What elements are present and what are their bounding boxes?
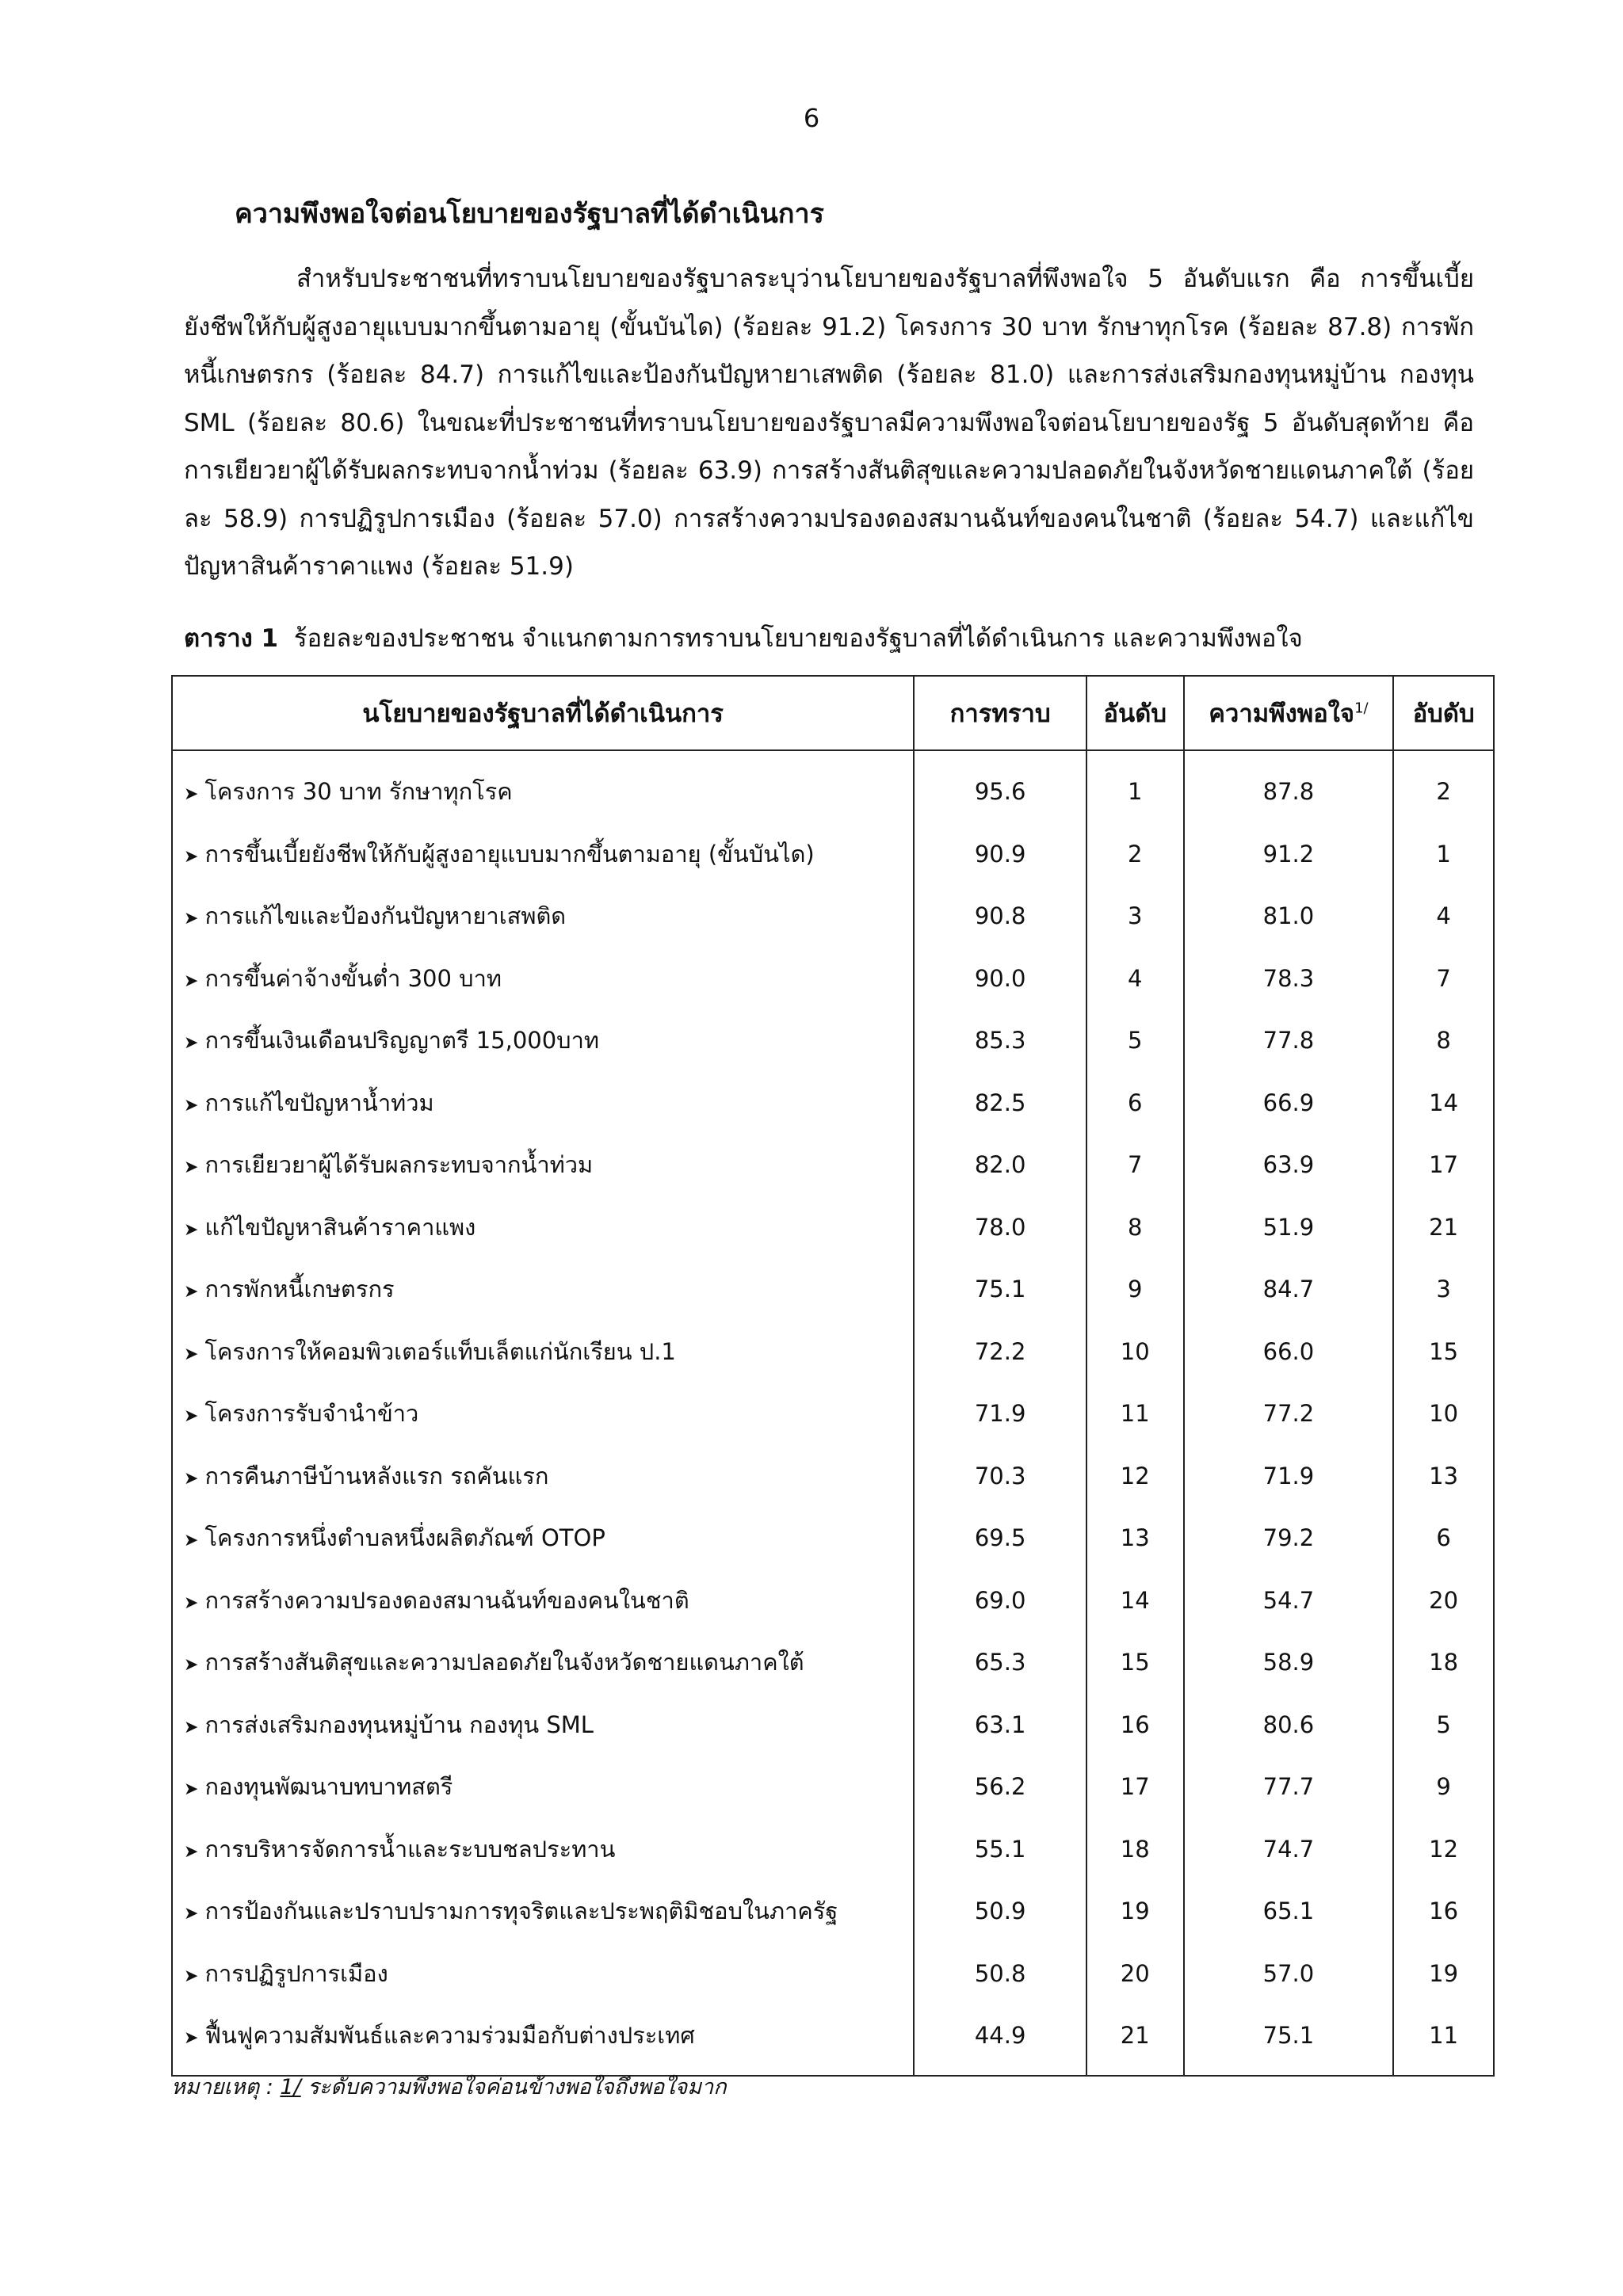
cell-policy xyxy=(172,1072,914,1135)
cell-policy xyxy=(172,1321,914,1383)
table-row xyxy=(172,1258,1494,1321)
cell-awareness: 69.5 xyxy=(914,1507,1086,1569)
footnote-text: ระดับความพึงพอใจค่อนข้างพอใจถึงพอใจมาก xyxy=(300,2075,727,2100)
cell-awareness: 75.1 xyxy=(914,1258,1086,1321)
cell-awareness: 63.1 xyxy=(914,1694,1086,1756)
cell-awareness: 82.0 xyxy=(914,1134,1086,1196)
cell-policy xyxy=(172,823,914,886)
table-row xyxy=(172,2004,1494,2076)
arrow-bullet-icon: ➤ xyxy=(184,1468,199,1489)
arrow-bullet-icon: ➤ xyxy=(184,971,199,991)
table-row xyxy=(172,885,1494,948)
cell-awareness: 95.6 xyxy=(914,750,1086,823)
cell-rank-awareness: 12 xyxy=(1086,1445,1184,1508)
table-caption-label: ตาราง 1 xyxy=(184,624,279,653)
arrow-bullet-icon: ➤ xyxy=(184,1033,199,1054)
policy-name: แก้ไขปัญหาสินค้าราคาแพง xyxy=(204,1213,476,1241)
arrow-bullet-icon: ➤ xyxy=(184,1158,199,1178)
cell-policy xyxy=(172,885,914,948)
cell-policy xyxy=(172,750,914,823)
header-satisfaction-label: ความพึงพอใจ xyxy=(1209,700,1355,728)
policy-name: การแก้ไขและป้องกันปัญหายาเสพติด xyxy=(204,902,567,930)
arrow-bullet-icon: ➤ xyxy=(184,1841,199,1862)
cell-awareness: 90.9 xyxy=(914,823,1086,886)
cell-rank-satisfaction: 10 xyxy=(1393,1383,1494,1445)
cell-satisfaction: 75.1 xyxy=(1184,2004,1394,2076)
policy-name: โครงการให้คอมพิวเตอร์แท็บเล็ตแก่นักเรียน ป.1 xyxy=(204,1337,676,1365)
cell-rank-satisfaction: 8 xyxy=(1393,1009,1494,1072)
cell-rank-satisfaction: 16 xyxy=(1393,1880,1494,1943)
header-satisfaction xyxy=(1184,676,1394,750)
cell-policy xyxy=(172,1569,914,1632)
table-row xyxy=(172,1196,1494,1259)
cell-rank-awareness: 18 xyxy=(1086,1818,1184,1881)
cell-awareness: 55.1 xyxy=(914,1818,1086,1881)
header-policy: นโยบายของรัฐบาลที่ได้ดำเนินการ xyxy=(172,676,914,750)
body-paragraph xyxy=(184,255,1474,591)
table-row xyxy=(172,1072,1494,1135)
cell-satisfaction: 65.1 xyxy=(1184,1880,1394,1943)
cell-rank-satisfaction: 19 xyxy=(1393,1943,1494,2005)
cell-rank-awareness: 7 xyxy=(1086,1134,1184,1196)
policy-name: การพักหนี้เกษตรกร xyxy=(204,1276,395,1303)
cell-rank-awareness: 9 xyxy=(1086,1258,1184,1321)
arrow-bullet-icon: ➤ xyxy=(184,1531,199,1551)
cell-rank-satisfaction: 7 xyxy=(1393,948,1494,1010)
cell-satisfaction: 78.3 xyxy=(1184,948,1394,1010)
cell-satisfaction: 81.0 xyxy=(1184,885,1394,948)
table-body xyxy=(172,750,1494,2076)
arrow-bullet-icon: ➤ xyxy=(184,1219,199,1240)
cell-awareness: 56.2 xyxy=(914,1756,1086,1818)
cell-satisfaction: 74.7 xyxy=(1184,1818,1394,1881)
cell-rank-satisfaction: 21 xyxy=(1393,1196,1494,1259)
cell-rank-awareness: 10 xyxy=(1086,1321,1184,1383)
cell-policy xyxy=(172,1943,914,2005)
cell-policy xyxy=(172,1756,914,1818)
cell-rank-awareness: 21 xyxy=(1086,2004,1184,2076)
arrow-bullet-icon: ➤ xyxy=(184,1282,199,1302)
cell-rank-awareness: 15 xyxy=(1086,1631,1184,1694)
cell-satisfaction: 77.2 xyxy=(1184,1383,1394,1445)
policy-name: กองทุนพัฒนาบทบาทสตรี xyxy=(204,1773,453,1801)
table-row xyxy=(172,823,1494,886)
cell-satisfaction: 54.7 xyxy=(1184,1569,1394,1632)
cell-satisfaction: 80.6 xyxy=(1184,1694,1394,1756)
header-satisfaction-footnote-marker: 1/ xyxy=(1354,700,1369,717)
cell-awareness: 82.5 xyxy=(914,1072,1086,1135)
arrow-bullet-icon: ➤ xyxy=(184,784,199,805)
cell-rank-satisfaction: 20 xyxy=(1393,1569,1494,1632)
table-row xyxy=(172,1943,1494,2005)
policy-name: การขึ้นเบี้ยยังชีพให้กับผู้สูงอายุแบบมากขึ้นตามอายุ (ขั้นบันได) xyxy=(204,840,815,868)
cell-rank-satisfaction: 11 xyxy=(1393,2004,1494,2076)
cell-rank-awareness: 11 xyxy=(1086,1383,1184,1445)
table-caption-text: ร้อยละของประชาชน จำแนกตามการทราบนโยบายของรัฐบาลที่ได้ดำเนินการ และความพึงพอใจ xyxy=(293,624,1303,653)
section-heading: ความพึงพอใจต่อนโยบายของรัฐบาลที่ได้ดำเนินการ xyxy=(235,198,824,230)
table-row xyxy=(172,1694,1494,1756)
arrow-bullet-icon: ➤ xyxy=(184,1717,199,1737)
table-footnote xyxy=(171,2069,727,2103)
cell-policy xyxy=(172,1445,914,1508)
policy-name: การเยียวยาผู้ได้รับผลกระทบจากน้ำท่วม xyxy=(204,1151,594,1179)
cell-rank-satisfaction: 14 xyxy=(1393,1072,1494,1135)
header-awareness: การทราบ xyxy=(914,676,1086,750)
policy-name: โครงการหนึ่งตำบลหนึ่งผลิตภัณฑ์ OTOP xyxy=(204,1524,605,1552)
cell-awareness: 90.0 xyxy=(914,948,1086,1010)
cell-policy xyxy=(172,1196,914,1259)
arrow-bullet-icon: ➤ xyxy=(184,1904,199,1924)
cell-policy xyxy=(172,1134,914,1196)
table-header-row xyxy=(172,676,1494,750)
table-row xyxy=(172,1818,1494,1881)
cell-awareness: 69.0 xyxy=(914,1569,1086,1632)
cell-satisfaction: 63.9 xyxy=(1184,1134,1394,1196)
cell-awareness: 50.8 xyxy=(914,1943,1086,2005)
cell-policy xyxy=(172,1009,914,1072)
cell-satisfaction: 87.8 xyxy=(1184,750,1394,823)
cell-rank-awareness: 16 xyxy=(1086,1694,1184,1756)
cell-satisfaction: 58.9 xyxy=(1184,1631,1394,1694)
cell-rank-satisfaction: 1 xyxy=(1393,823,1494,886)
cell-satisfaction: 66.9 xyxy=(1184,1072,1394,1135)
policy-name: การป้องกันและปราบปรามการทุจริตและประพฤติมิชอบในภาครัฐ xyxy=(204,1897,838,1925)
cell-awareness: 50.9 xyxy=(914,1880,1086,1943)
cell-rank-awareness: 14 xyxy=(1086,1569,1184,1632)
table-row xyxy=(172,1445,1494,1508)
policy-name: ฟื้นฟูความสัมพันธ์และความร่วมมือกับต่างประเทศ xyxy=(204,2022,695,2050)
cell-rank-awareness: 13 xyxy=(1086,1507,1184,1569)
table-row xyxy=(172,1631,1494,1694)
table-row xyxy=(172,1383,1494,1445)
cell-satisfaction: 91.2 xyxy=(1184,823,1394,886)
cell-rank-awareness: 5 xyxy=(1086,1009,1184,1072)
cell-awareness: 72.2 xyxy=(914,1321,1086,1383)
header-rank-satisfaction: อับดับ xyxy=(1393,676,1494,750)
cell-rank-satisfaction: 2 xyxy=(1393,750,1494,823)
cell-rank-awareness: 1 xyxy=(1086,750,1184,823)
cell-rank-awareness: 4 xyxy=(1086,948,1184,1010)
cell-satisfaction: 71.9 xyxy=(1184,1445,1394,1508)
cell-awareness: 71.9 xyxy=(914,1383,1086,1445)
table-row xyxy=(172,1569,1494,1632)
table-row xyxy=(172,948,1494,1010)
cell-policy xyxy=(172,1694,914,1756)
cell-rank-awareness: 2 xyxy=(1086,823,1184,886)
cell-rank-satisfaction: 18 xyxy=(1393,1631,1494,1694)
cell-rank-awareness: 6 xyxy=(1086,1072,1184,1135)
arrow-bullet-icon: ➤ xyxy=(184,846,199,867)
arrow-bullet-icon: ➤ xyxy=(184,1344,199,1364)
cell-rank-satisfaction: 12 xyxy=(1393,1818,1494,1881)
policy-name: การสร้างสันติสุขและความปลอดภัยในจังหวัดชายแดนภาคใต้ xyxy=(204,1649,804,1676)
header-rank-awareness: อันดับ xyxy=(1086,676,1184,750)
cell-rank-satisfaction: 15 xyxy=(1393,1321,1494,1383)
table-row xyxy=(172,1880,1494,1943)
cell-rank-satisfaction: 5 xyxy=(1393,1694,1494,1756)
cell-rank-awareness: 17 xyxy=(1086,1756,1184,1818)
arrow-bullet-icon: ➤ xyxy=(184,909,199,929)
arrow-bullet-icon: ➤ xyxy=(184,2028,199,2049)
cell-policy xyxy=(172,1383,914,1445)
cell-satisfaction: 77.7 xyxy=(1184,1756,1394,1818)
cell-policy xyxy=(172,1880,914,1943)
cell-awareness: 70.3 xyxy=(914,1445,1086,1508)
arrow-bullet-icon: ➤ xyxy=(184,1966,199,1986)
cell-awareness: 78.0 xyxy=(914,1196,1086,1259)
cell-rank-satisfaction: 9 xyxy=(1393,1756,1494,1818)
cell-rank-satisfaction: 13 xyxy=(1393,1445,1494,1508)
cell-rank-satisfaction: 17 xyxy=(1393,1134,1494,1196)
policy-name: การขึ้นเงินเดือนปริญญาตรี 15,000บาท xyxy=(204,1027,599,1055)
cell-satisfaction: 51.9 xyxy=(1184,1196,1394,1259)
cell-satisfaction: 79.2 xyxy=(1184,1507,1394,1569)
table-row xyxy=(172,1009,1494,1072)
cell-awareness: 90.8 xyxy=(914,885,1086,948)
policy-name: โครงการรับจำนำข้าว xyxy=(204,1400,419,1428)
table-row xyxy=(172,750,1494,823)
cell-satisfaction: 66.0 xyxy=(1184,1321,1394,1383)
cell-policy xyxy=(172,1631,914,1694)
page-number: 6 xyxy=(803,103,820,133)
policy-table xyxy=(171,675,1495,2077)
cell-rank-satisfaction: 4 xyxy=(1393,885,1494,948)
cell-policy xyxy=(172,1258,914,1321)
arrow-bullet-icon: ➤ xyxy=(184,1655,199,1676)
policy-name: การขึ้นค่าจ้างขั้นต่ำ 300 บาท xyxy=(204,964,502,992)
policy-name: การแก้ไขปัญหาน้ำท่วม xyxy=(204,1089,434,1116)
arrow-bullet-icon: ➤ xyxy=(184,1779,199,1800)
cell-policy xyxy=(172,1507,914,1569)
cell-satisfaction: 84.7 xyxy=(1184,1258,1394,1321)
cell-rank-awareness: 20 xyxy=(1086,1943,1184,2005)
footnote-prefix: หมายเหตุ : xyxy=(171,2075,281,2100)
arrow-bullet-icon: ➤ xyxy=(184,1592,199,1613)
cell-policy xyxy=(172,2004,914,2076)
arrow-bullet-icon: ➤ xyxy=(184,1095,199,1116)
cell-rank-satisfaction: 3 xyxy=(1393,1258,1494,1321)
cell-policy xyxy=(172,1818,914,1881)
table-row xyxy=(172,1507,1494,1569)
cell-awareness: 65.3 xyxy=(914,1631,1086,1694)
arrow-bullet-icon: ➤ xyxy=(184,1406,199,1427)
table-caption xyxy=(184,618,1484,658)
policy-name: การส่งเสริมกองทุนหมู่บ้าน กองทุน SML xyxy=(204,1711,594,1738)
cell-awareness: 85.3 xyxy=(914,1009,1086,1072)
table-row xyxy=(172,1321,1494,1383)
policy-name: การสร้างความปรองดองสมานฉันท์ของคนในชาติ xyxy=(204,1586,689,1614)
cell-rank-awareness: 8 xyxy=(1086,1196,1184,1259)
policy-name: การบริหารจัดการน้ำและระบบชลประทาน xyxy=(204,1835,616,1863)
policy-name: การปฏิรูปการเมือง xyxy=(204,1959,388,1987)
cell-rank-awareness: 3 xyxy=(1086,885,1184,948)
cell-rank-satisfaction: 6 xyxy=(1393,1507,1494,1569)
cell-satisfaction: 77.8 xyxy=(1184,1009,1394,1072)
cell-awareness: 44.9 xyxy=(914,2004,1086,2076)
table-row xyxy=(172,1756,1494,1818)
cell-policy xyxy=(172,948,914,1010)
table-row xyxy=(172,1134,1494,1196)
policy-name: การคืนภาษีบ้านหลังแรก รถคันแรก xyxy=(204,1462,549,1489)
cell-rank-awareness: 19 xyxy=(1086,1880,1184,1943)
footnote-marker: 1/ xyxy=(280,2075,301,2100)
cell-satisfaction: 57.0 xyxy=(1184,1943,1394,2005)
policy-name: โครงการ 30 บาท รักษาทุกโรค xyxy=(204,778,513,806)
paragraph-text: สำหรับประชาชนที่ทราบนโยบายของรัฐบาลระบุว่านโยบายของรัฐบาลที่พึงพอใจ 5 อันดับแรก คือ การขึ้นเบี้ยยังชีพให้กับผู้สูงอายุแบบมากขึ้นตามอายุ (ขั้นบันได) (ร้อยละ 91.2) โครงการ 30 บาท รักษาทุกโรค (ร้อยละ 87.8) การพักหนี้เกษตรกร (ร้อยละ 84.7) การแก้ไขและป้องกันปัญหายาเสพติด (ร้อยละ 81.0) และการส่งเสริมกองทุนหมู่บ้าน กองทุน SML (ร้อยละ 80.6) ในขณะที่ประชาชนที่ทราบนโยบายของรัฐบาลมีความพึงพอใจต่อนโยบายของรัฐ 5 อันดับสุดท้าย คือ การเยียวยาผู้ได้รับผลกระทบจากน้ำท่วม (ร้อยละ 63.9) การสร้างสันติสุขและความปลอดภัยในจังหวัดชายแดนภาคใต้ (ร้อยละ 58.9) การปฏิรูปการเมือง (ร้อยละ 57.0) การสร้างความปรองดองสมานฉันท์ของคนในชาติ (ร้อยละ 54.7) และแก้ไขปัญหาสินค้าราคาแพง (ร้อยละ 51.9) xyxy=(184,265,1474,581)
